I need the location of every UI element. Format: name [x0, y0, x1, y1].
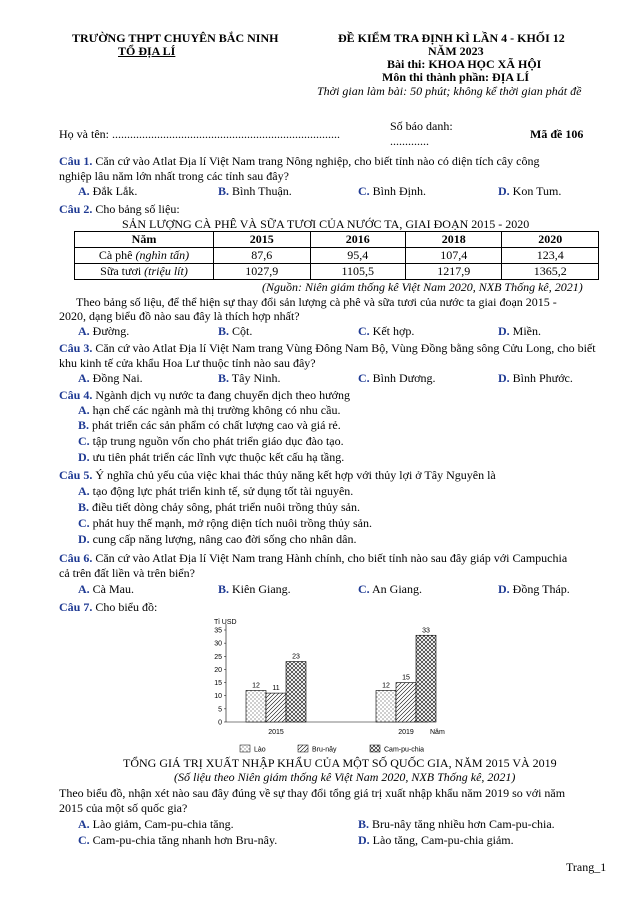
option-a[interactable]	[78, 582, 134, 597]
y-tick-label: 15	[214, 680, 222, 688]
option-key: C.	[78, 516, 90, 530]
option-c[interactable]	[78, 434, 344, 449]
table-cell: 2018	[405, 232, 502, 248]
option-b[interactable]	[218, 371, 280, 386]
option-text: Đắk Lắk.	[89, 184, 138, 198]
option-key: A.	[78, 817, 90, 831]
question-text-cont: 2015 của một số quốc gia?	[59, 801, 188, 815]
legend-swatch	[298, 745, 308, 752]
table-cell: 95,4	[310, 248, 405, 264]
legend-swatch	[240, 745, 250, 752]
question-2	[59, 202, 180, 217]
option-text: Cột.	[229, 324, 253, 338]
table-cell: 1365,2	[502, 264, 599, 280]
question-text: Căn cứ vào Atlat Địa lí Việt Nam trang Hành chính, cho biết tỉnh nào sau đây giáp với Campuchia	[92, 551, 568, 565]
data-label: 23	[292, 653, 300, 661]
y-tick-label: 0	[218, 719, 222, 727]
question-text: Cho biểu đồ:	[92, 600, 158, 614]
sbd-label: Số báo danh:	[390, 119, 453, 133]
option-d[interactable]	[498, 184, 561, 199]
option-text: Kết hợp.	[369, 324, 415, 338]
question-text-cont: nghiệp lâu năm lớn nhất trong các tỉnh sau đây?	[59, 169, 289, 183]
department-name: TỔ ĐỊA LÍ	[118, 44, 176, 58]
option-key: A.	[78, 184, 90, 198]
option-a[interactable]	[78, 324, 129, 339]
option-a[interactable]	[78, 184, 137, 199]
option-c[interactable]	[358, 371, 436, 386]
option-d[interactable]	[358, 833, 514, 848]
question-number: Câu 7.	[59, 600, 93, 614]
option-b[interactable]	[78, 418, 341, 433]
question-1	[59, 154, 539, 169]
question-text: Căn cứ vào Atlat Địa lí Việt Nam trang Nông nghiệp, cho biết tỉnh nào có diện tích cây công	[92, 154, 540, 168]
option-text: Kiên Giang.	[229, 582, 291, 596]
y-tick-label: 20	[214, 666, 222, 674]
bar	[376, 690, 396, 722]
option-text: Đồng Nai.	[89, 371, 143, 385]
table-cell: 87,6	[214, 248, 311, 264]
question-text-cont: khu kinh tế cửa khẩu Hoa Lư thuộc tỉnh nào sau đây?	[59, 356, 316, 370]
option-text: Bình Phước.	[509, 371, 573, 385]
option-a[interactable]	[78, 371, 143, 386]
option-key: C.	[358, 371, 370, 385]
option-b[interactable]	[218, 184, 292, 199]
bar	[286, 662, 306, 722]
option-key: C.	[358, 184, 370, 198]
legend-label: Lào	[254, 746, 266, 754]
option-text: Miền.	[509, 324, 542, 338]
y-tick-label: 10	[214, 693, 222, 701]
question-text: Căn cứ vào Atlat Địa lí Việt Nam trang Vùng Đông Nam Bộ, Vùng Đồng bằng sông Cửu Long, cho biết	[92, 341, 596, 355]
option-text: Lào tăng, Cam-pu-chia giảm.	[369, 833, 514, 847]
question-text: Ý nghĩa chủ yếu của việc khai thác thủy năng kết hợp với thủy lợi ở Tây Nguyên là	[92, 468, 496, 482]
question-6	[59, 551, 567, 566]
option-text: Bình Thuận.	[229, 184, 292, 198]
option-b[interactable]	[358, 817, 555, 832]
option-text: Cà Mau.	[89, 582, 134, 596]
option-text: điều tiết dòng chảy sông, phát triển nuôi trồng thủy sản.	[89, 500, 360, 514]
option-key: A.	[78, 371, 90, 385]
option-key: C.	[358, 582, 370, 596]
table-source: (Nguồn: Niên giám thống kê Việt Nam 2020, NXB Thống kê, 2021)	[262, 280, 583, 294]
chart-source: (Số liệu theo Niên giám thống kê Việt Nam 2020, NXB Thống kê, 2021)	[174, 770, 516, 784]
exam-code: Mã đề 106	[530, 127, 584, 141]
option-text: cung cấp năng lượng, nâng cao đời sống cho nhân dân.	[89, 532, 357, 546]
option-key: D.	[358, 833, 370, 847]
option-text: Bình Dương.	[369, 371, 436, 385]
option-key: C.	[78, 434, 90, 448]
option-text: Cam-pu-chia tăng nhanh hơn Bru-nây.	[89, 833, 278, 847]
x-tick-label: 2015	[268, 729, 284, 736]
exam-subject: Bài thi: KHOA HỌC XÃ HỘI	[387, 57, 542, 71]
question-text: Theo biểu đồ, nhận xét nào sau đây đúng về sự thay đổi tổng giá trị xuất nhập khẩu năm 2019 so với năm	[59, 786, 566, 800]
option-key: C.	[358, 324, 370, 338]
option-d[interactable]	[498, 371, 573, 386]
option-key: B.	[78, 500, 90, 514]
option-key: D.	[78, 532, 90, 546]
option-key: B.	[218, 184, 230, 198]
y-tick-label: 30	[214, 640, 222, 648]
option-a[interactable]	[78, 403, 340, 418]
question-7	[59, 600, 157, 615]
question-number: Câu 6.	[59, 551, 93, 565]
table-cell: 2015	[214, 232, 311, 248]
question-number: Câu 5.	[59, 468, 93, 482]
y-tick-label: 35	[214, 627, 222, 635]
table-cell: 123,4	[502, 248, 599, 264]
sbd-dots: .............	[390, 134, 429, 148]
option-key: D.	[498, 184, 510, 198]
option-c[interactable]	[358, 324, 414, 339]
chart-title: TỔNG GIÁ TRỊ XUẤT NHẬP KHẨU CỦA MỘT SỐ QUỐC GIA, NĂM 2015 VÀ 2019	[123, 756, 557, 770]
option-key: A.	[78, 403, 90, 417]
option-text: Kon Tum.	[509, 184, 562, 198]
bar	[266, 693, 286, 722]
table-cell: 2016	[310, 232, 405, 248]
option-b[interactable]	[218, 324, 252, 339]
question-number: Câu 3.	[59, 341, 93, 355]
option-c[interactable]	[358, 184, 426, 199]
option-c[interactable]	[358, 582, 422, 597]
option-d[interactable]	[78, 532, 356, 547]
option-c[interactable]	[78, 516, 372, 531]
y-tick-label: 25	[214, 653, 222, 661]
question-number: Câu 1.	[59, 154, 93, 168]
table-title: SẢN LƯỢNG CÀ PHÊ VÀ SỮA TƯƠI CỦA NƯỚC TA, GIAI ĐOẠN 2015 - 2020	[122, 217, 530, 231]
question-text-cont: 2020, dạng biểu đồ nào sau đây là thích hợp nhất?	[59, 309, 300, 323]
table-row	[75, 264, 599, 280]
option-text: tạo động lực phát triển kinh tế, sử dụng tốt tài nguyên.	[89, 484, 354, 498]
bar-chart	[200, 612, 460, 762]
option-key: A.	[78, 484, 90, 498]
legend-label: Cam-pu-chia	[384, 746, 425, 754]
exam-duration: Thời gian làm bài: 50 phút; không kể thời gian phát đề	[317, 84, 582, 98]
question-4	[59, 388, 350, 403]
data-label: 12	[382, 682, 390, 690]
name-line: Họ và tên: ............................................................................	[59, 127, 340, 141]
option-key: B.	[218, 582, 230, 596]
y-axis-label: Tỉ USD	[214, 619, 237, 626]
option-key: A.	[78, 324, 90, 338]
option-key: D.	[498, 371, 510, 385]
option-d[interactable]	[78, 450, 344, 465]
option-key: D.	[498, 324, 510, 338]
option-key: B.	[358, 817, 370, 831]
page-number: Trang_1	[566, 860, 607, 874]
option-text: Lào giảm, Cam-pu-chia tăng.	[89, 817, 234, 831]
data-label: 12	[252, 682, 260, 690]
question-text: Cho bảng số liệu:	[92, 202, 180, 216]
table-row	[75, 248, 599, 264]
table-header-row	[75, 232, 599, 248]
option-text: Tây Ninh.	[229, 371, 281, 385]
table-cell: Cà phê (nghìn tấn)	[75, 248, 214, 264]
exam-title: ĐỀ KIỂM TRA ĐỊNH KÌ LẦN 4 - KHỐI 12	[338, 31, 565, 45]
option-text: Đường.	[89, 324, 130, 338]
question-text-cont: cả trên đất liền và trên biển?	[59, 566, 195, 580]
option-b[interactable]	[78, 500, 360, 515]
question-number: Câu 4.	[59, 388, 93, 402]
option-b[interactable]	[218, 582, 291, 597]
question-text: Ngành dịch vụ nước ta đang chuyển dịch theo hướng	[92, 388, 350, 402]
option-key: A.	[78, 582, 90, 596]
question-number: Câu 2.	[59, 202, 93, 216]
option-d[interactable]	[498, 582, 570, 597]
data-label: 15	[402, 674, 410, 682]
x-axis-label: Năm	[430, 729, 445, 736]
table-cell: Năm	[75, 232, 214, 248]
option-text: phát triển các sản phẩm có chất lượng cao và giá rẻ.	[89, 418, 341, 432]
exam-year: NĂM 2023	[428, 44, 484, 58]
option-d[interactable]	[498, 324, 541, 339]
school-name: TRƯỜNG THPT CHUYÊN BẮC NINH	[72, 31, 279, 45]
data-label: 33	[422, 627, 430, 635]
option-text: phát huy thế mạnh, mở rộng diện tích nuôi trồng thủy sản.	[89, 516, 372, 530]
option-text: tập trung nguồn vốn cho phát triển giáo dục đào tạo.	[89, 434, 344, 448]
question-3	[59, 341, 596, 356]
option-text: hạn chế các ngành mà thị trường không có nhu cầu.	[89, 403, 341, 417]
table-cell: 1217,9	[405, 264, 502, 280]
option-text: Đồng Tháp.	[509, 582, 570, 596]
option-key: D.	[78, 450, 90, 464]
legend-swatch	[370, 745, 380, 752]
bar	[396, 683, 416, 722]
option-text: Bru-nây tăng nhiều hơn Cam-pu-chia.	[369, 817, 555, 831]
subject-component: Môn thi thành phần: ĐỊA LÍ	[382, 70, 530, 84]
legend-label: Bru-nây	[312, 746, 337, 754]
option-c[interactable]	[78, 833, 277, 848]
option-text: An Giang.	[369, 582, 423, 596]
option-a[interactable]	[78, 817, 234, 832]
question-5	[59, 468, 496, 483]
option-text: Bình Định.	[369, 184, 427, 198]
table-cell: 1105,5	[310, 264, 405, 280]
table-cell: 107,4	[405, 248, 502, 264]
data-label: 11	[272, 685, 280, 693]
option-key: B.	[218, 324, 230, 338]
bar	[416, 635, 436, 722]
x-tick-label: 2019	[398, 729, 414, 736]
table-cell: 1027,9	[214, 264, 311, 280]
option-key: B.	[218, 371, 230, 385]
option-key: B.	[78, 418, 90, 432]
bar	[246, 690, 266, 722]
option-text: ưu tiên phát triển các lĩnh vực thuộc kết cấu hạ tầng.	[89, 450, 345, 464]
data-table	[74, 231, 599, 280]
option-a[interactable]	[78, 484, 353, 499]
table-cell: 2020	[502, 232, 599, 248]
option-key: C.	[78, 833, 90, 847]
option-key: D.	[498, 582, 510, 596]
y-tick-label: 5	[218, 706, 222, 714]
question-text: Theo bảng số liệu, để thể hiện sự thay đổi sản lượng cà phê và sữa tươi của nước ta giai đoạn 2015 -	[76, 295, 557, 309]
table-cell: Sữa tươi (triệu lít)	[75, 264, 214, 280]
